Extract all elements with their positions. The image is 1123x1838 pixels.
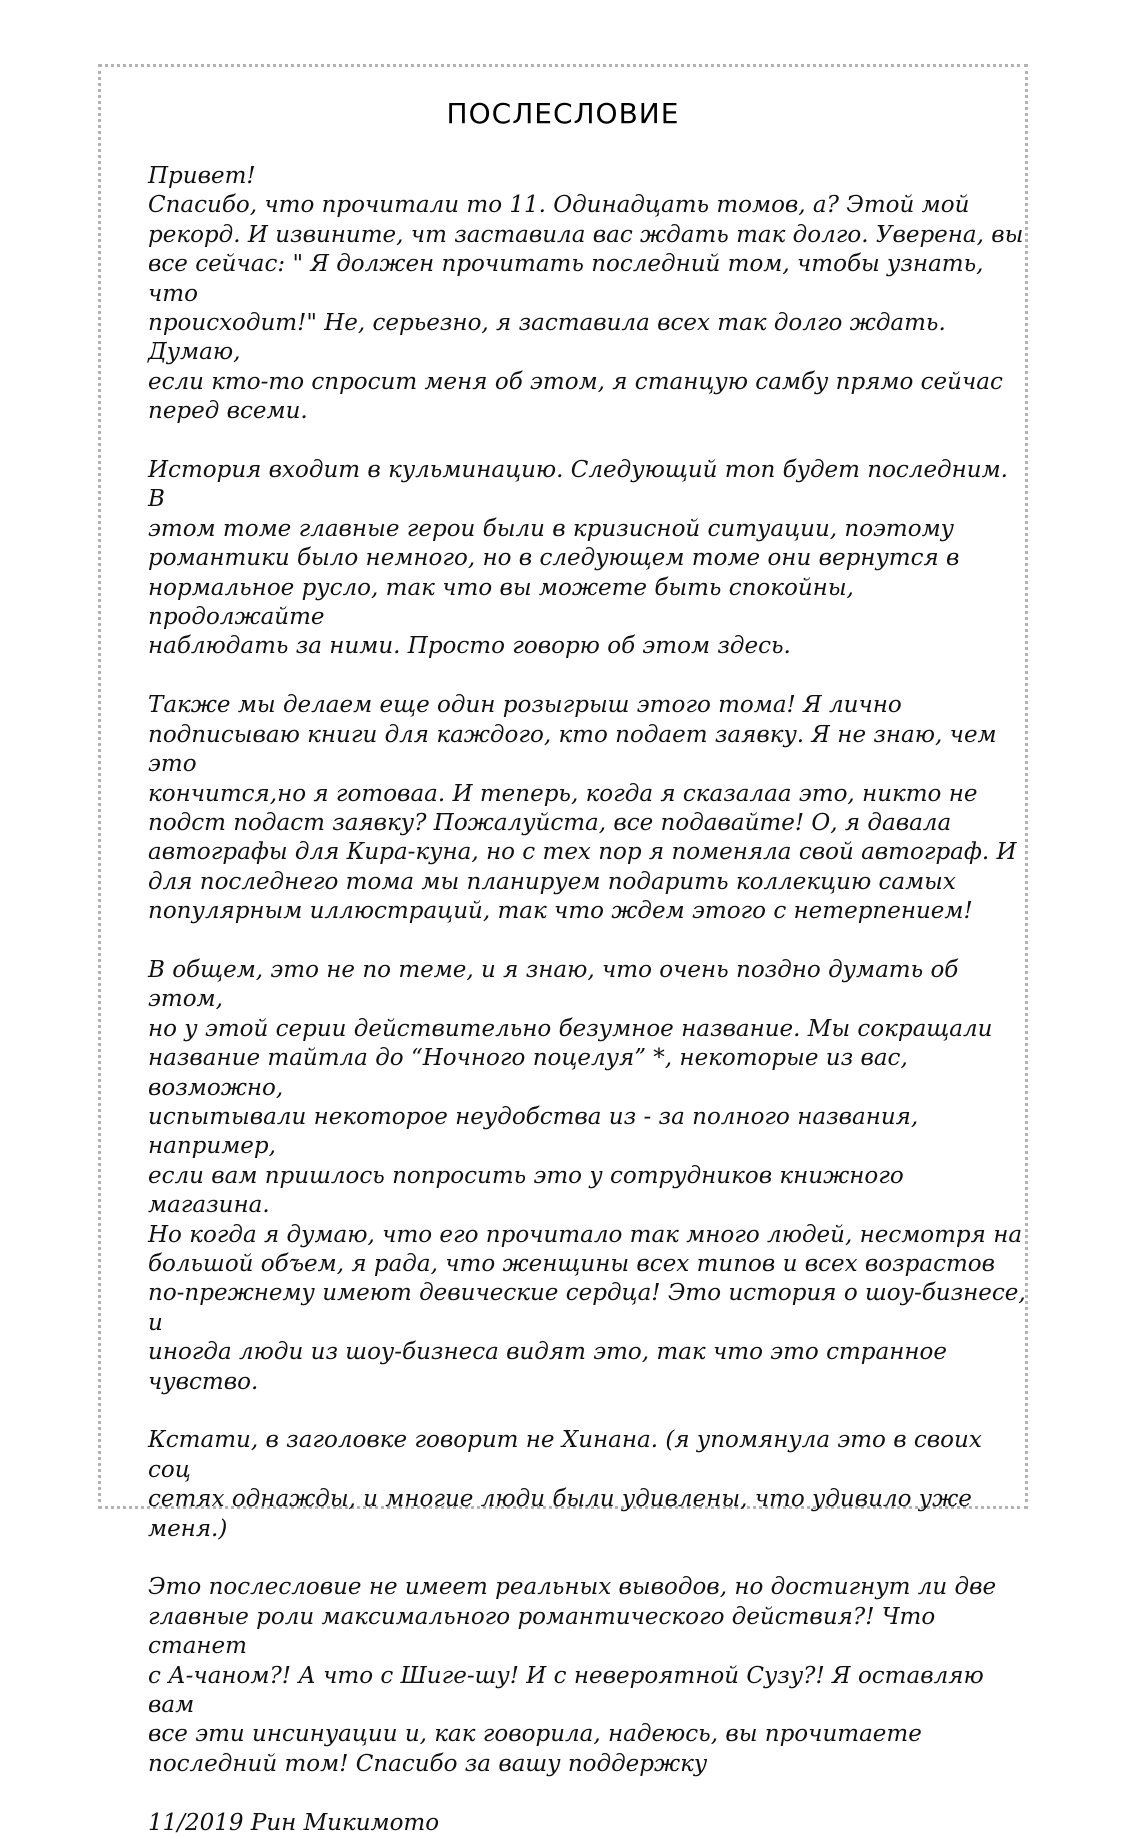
page-frame [98, 64, 1028, 1836]
page-title: ПОСЛЕСЛОВИЕ [446, 97, 680, 130]
afterword-body [148, 162, 1028, 1838]
paragraph-climax: История входит в кульминацию. Следующий топ будет последним. В этом томе главные герои были в кризисной ситуации, поэтому романтики было немного, но в следующем томе они вернутся в нормальное русло, так что вы можете быть спокойны, продолжайте наблюдать за ними. Просто говорю об этом здесь. [148, 457, 1008, 660]
paragraph-by-the-way: Кстати, в заголовке говорит не Хинана. (я упомянула это в своих соц сетях однажды, и многие люди были удивлены, что удивило уже меня.) [148, 1427, 982, 1542]
signature-line: 11/2019 Рин Микимото [148, 1809, 440, 1836]
paragraph-conclusion: Это послесловие не имеет реальных выводов, но достигнут ли две главные роли максимального романтического действия?! Что станет с А-чаном?! А что с Шиге-шу! И с невероятной Сузу?! Я оставляю вам все эти инсинуации и, как говорила, надеюсь, вы прочитаете последний том! Спасибо за вашу поддержку [148, 1574, 997, 1777]
paragraph-series-title: В общем, это не по теме, и я знаю, что очень поздно думать об этом, но у этой серии действительно безумное название. Мы сокращали название тайтла до “Ночного поцелуя” *, некоторые из вас, возможно, испытывали некоторое неудобства из - за полного названия, например, если вам пришлось попросить это у сотрудников книжного магазина. Но когда я думаю, что его прочитало так много людей, несмотря на большой объем, я рада, что женщины всех типов и всех возрастов по-прежнему имеют девические сердца! Это история о шоу-бизнесе, и иногда люди из шоу-бизнеса видят это, так что это странное чувство. [148, 956, 1026, 1395]
paragraph-greeting: Привет! Спасибо, что прочитали то 11. Одинадцать томов, а? Этой мой рекорд. И извините, чт заставила вас ждать так долго. Уверена, вы все сейчас: " Я должен прочитать последний том, чтобы узнать, что происходит!" Не, серьезно, я заставила всех так долго ждать. Думаю, если кто-то спросит меня об этом, я станцую самбу прямо сейчас перед всеми. [148, 163, 1024, 425]
paragraph-giveaway: Также мы делаем еще один розыгрыш этого тома! Я лично подписываю книги для каждого, кто подает заявку. Я не знаю, чем это кончится,но я готоваа. И теперь, когда я сказалаа это, никто не подст подаст заявку? Пожалуйста, все подавайте! О, я давала автографы для Кира-куна, но с тех пор я поменяла свой автограф. И для последнего тома мы планируем подарить коллекцию самых популярным иллюстраций, так что ждем этого с нетерпением! [148, 692, 1017, 925]
